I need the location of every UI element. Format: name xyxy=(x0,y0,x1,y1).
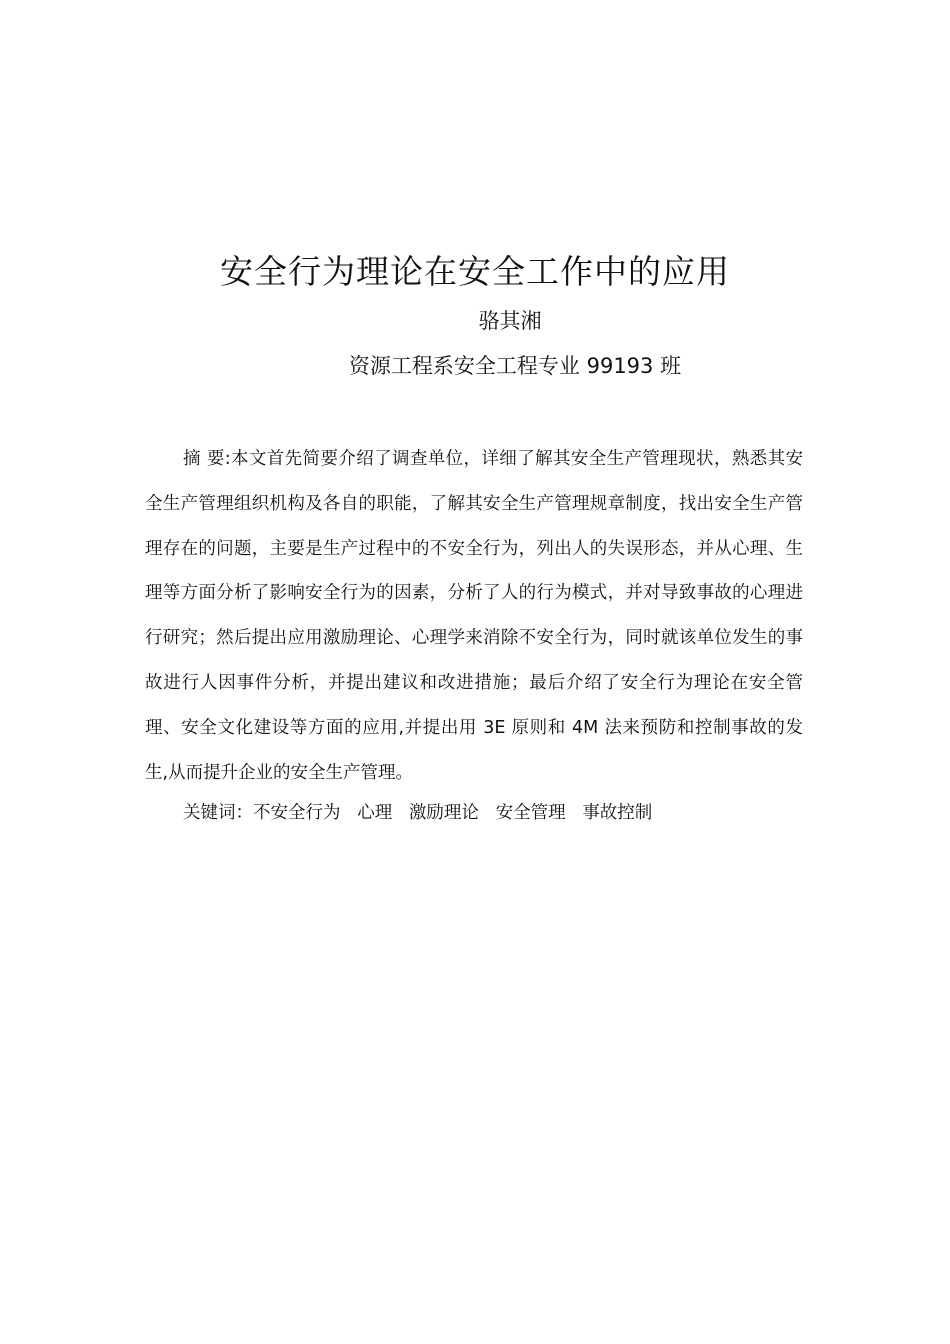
keyword: 不安全行为 xyxy=(253,803,341,823)
author-name: 骆其湘 xyxy=(478,309,542,333)
keyword: 激励理论 xyxy=(408,803,479,823)
keyword: 安全管理 xyxy=(495,803,566,823)
author-affiliation: 资源工程系安全工程专业 99193 班 xyxy=(348,354,682,378)
keyword: 心理 xyxy=(357,803,393,823)
abstract-text: 本文首先简要介绍了调查单位，详细了解其安全生产管理现状，熟悉其安全生产管理组织机构及各自的职能，了解其安全生产管理规章制度，找出安全生产管理存在的问题，主要是生产过程中的不安全行为，列出人的失误形态，并从心理、生理等方面分析了影响安全行为的因素，分析了人的行为模式，并对导致事故的心理进行研究；然后提出应用激励理论、心理学来消除不安全行为，同时就该单位发生的事故进行人因事件分析，并提出建议和改进措施；最后介绍了安全行为理论在安全管理、安全文化建设等方面的应用,并提出用 3E 原则和 4M 法来预防和控制事故的发生,从而提升企业的安全生产管理。 xyxy=(145,449,803,783)
keywords-line xyxy=(183,797,803,829)
paper-title: 安全行为理论在安全工作中的应用 xyxy=(220,252,730,291)
abstract-label: 摘 要: xyxy=(183,449,231,469)
abstract-paragraph xyxy=(145,437,803,795)
keyword: 事故控制 xyxy=(582,803,653,823)
keywords-label: 关键词： xyxy=(183,803,253,823)
